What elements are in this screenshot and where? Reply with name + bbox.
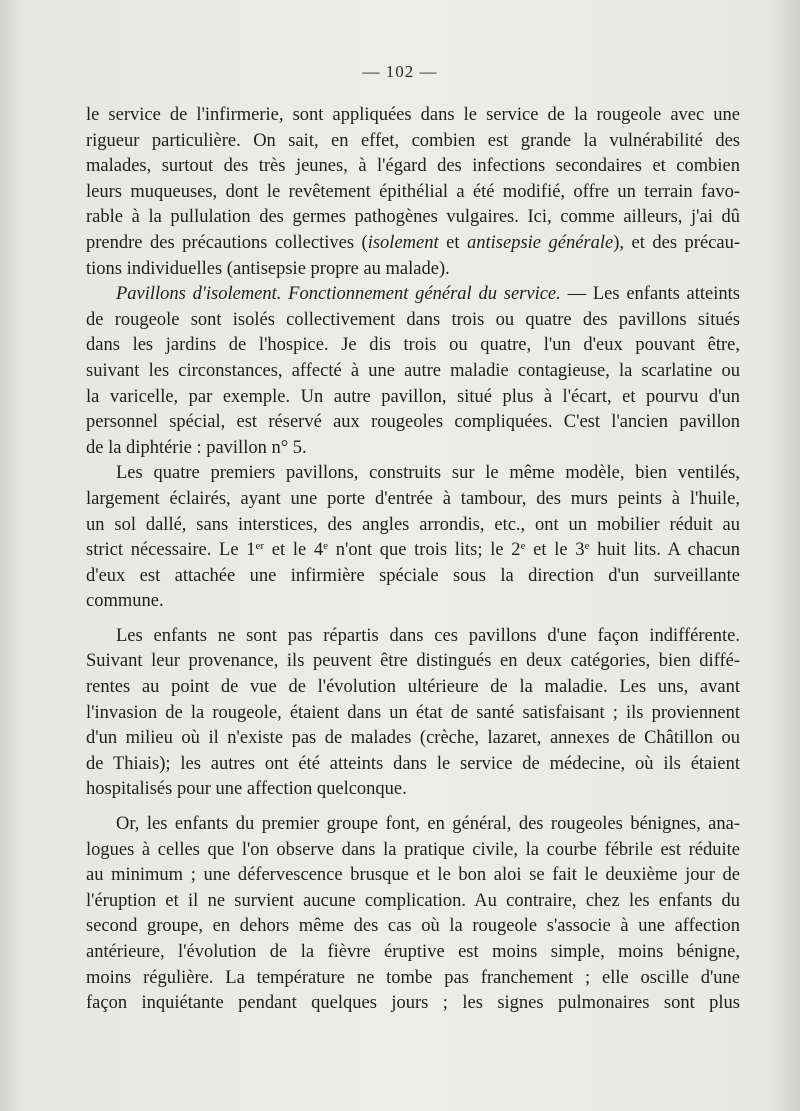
ordinal-superscript: er [255,540,265,553]
text-line: logues à celles que l'on observe dans la pratique civile, la courbe fébrile est réduite [86,839,740,860]
italic-term: antisepsie générale [467,232,614,253]
text-segment: et le 3 [525,540,585,561]
section-heading: Pavillons d'isolement. Fonctionnement général du service. [116,284,561,305]
text-line: d'eux est attachée une infirmière spéciale sous la direction d'un surveillante [86,565,740,586]
paragraph-5 [86,812,740,1017]
text-line: suivant les circonstances, affecté à une autre maladie contagieuse, la scarlatine ou [86,360,740,381]
text-segment: huit lits. A chacun [589,540,740,561]
page-number: — 102 — [362,62,438,81]
text-line: de la diphtérie : pavillon n° 5. [86,437,307,458]
text-line: dans les jardins de l'hospice. Je dis trois ou quatre, l'un d'eux pouvant être, [86,335,740,356]
text-line: la varicelle, par exemple. Un autre pavillon, situé plus à l'écart, et pourvu d'un [86,386,740,407]
text-segment: prendre des précautions collectives ( [86,232,368,253]
text-segment: ), et des précau- [613,232,740,253]
text-segment: strict nécessaire. Le 1 [86,540,256,561]
text-line: largement éclairés, ayant une porte d'entrée à tambour, des murs peints à l'huile, [86,488,740,509]
italic-term: isolement [367,232,439,253]
text-line: rigueur particulière. On sait, en effet, combien est grande la vulnérabilité des [86,130,740,151]
text-segment: et le 4 [264,540,324,561]
text-line: personnel spécial, est réservé aux rougeoles compliquées. C'est l'ancien pavillon [86,412,740,433]
text-line: Or, les enfants du premier groupe font, en général, des rougeoles bénignes, ana- [116,814,740,835]
text-line: Les enfants ne sont pas répartis dans ces pavillons d'une façon indifférente. [116,625,740,646]
text-line: au minimum ; une défervescence brusque et le bon aloi se fait le deuxième jour de [86,865,740,886]
text-line: de rougeole sont isolés collectivement dans trois ou quatre des pavillons situés [86,309,740,330]
text-line: Les quatre premiers pavillons, construits sur le même modèle, bien ventilés, [116,463,740,484]
text-segment: et [438,232,467,253]
text-line: tions individuelles (antisepsie propre au malade). [86,258,450,279]
text-line [86,231,740,257]
text-line: leurs muqueuses, dont le revêtement épithélial a été modifié, offre un terrain favo- [86,181,740,202]
text-line: le service de l'infirmerie, sont appliquées dans le service de la rougeole avec une [86,105,740,125]
body-text [86,103,740,1017]
text-line: malades, surtout des très jeunes, à l'égard des infections secondaires et combien [86,156,740,177]
text-segment: — Les enfants atteints [560,284,740,305]
text-line: second groupe, en dehors même des cas où la rougeole s'associe à une affection [86,916,740,937]
text-line: moins régulière. La température ne tombe pas franchement ; elle oscille d'une [86,967,740,988]
text-line [86,282,740,308]
ordinal-superscript: e [584,540,590,553]
text-line: rentes au point de vue de l'évolution ultérieure de la maladie. Les uns, avant [86,677,740,698]
text-line: l'invasion de la rougeole, étaient dans un état de santé satisfaisant ; ils proviennent [86,702,740,723]
paragraph-2 [86,282,740,461]
text-segment: n'ont que trois lits; le 2 [328,540,521,561]
text-line: de Thiais); les autres ont été atteints dans le service de médecine, où ils étaient [86,753,740,774]
text-line: Suivant leur provenance, ils peuvent être distingués en deux catégories, bien diffé- [86,651,740,672]
paragraph-gap [86,615,740,624]
text-line: un sol dallé, sans interstices, des angles arrondis, etc., ont un mobilier réduit au [86,514,740,535]
ordinal-superscript: e [323,540,329,553]
text-line: façon inquiétante pendant quelques jours ; les signes pulmonaires sont plus [86,993,740,1014]
paragraph-1 [86,103,740,282]
text-line: rable à la pullulation des germes pathogènes vulgaires. Ici, comme ailleurs, j'ai dû [86,207,740,228]
ordinal-superscript: e [520,540,526,553]
paragraph-gap [86,803,740,812]
paragraph-3 [86,461,740,615]
text-line: d'un milieu où il n'existe pas de malades (crèche, lazaret, annexes de Châtillon ou [86,728,740,749]
text-line: hospitalisés pour une affection quelconque. [86,779,407,800]
text-line: commune. [86,591,164,612]
text-line: l'éruption et il ne survient aucune complication. Au contraire, chez les enfants du [86,890,740,911]
paragraph-4 [86,624,740,803]
text-line [86,538,740,564]
text-line: antérieure, l'évolution de la fièvre éruptive est moins simple, moins bénigne, [86,942,740,962]
